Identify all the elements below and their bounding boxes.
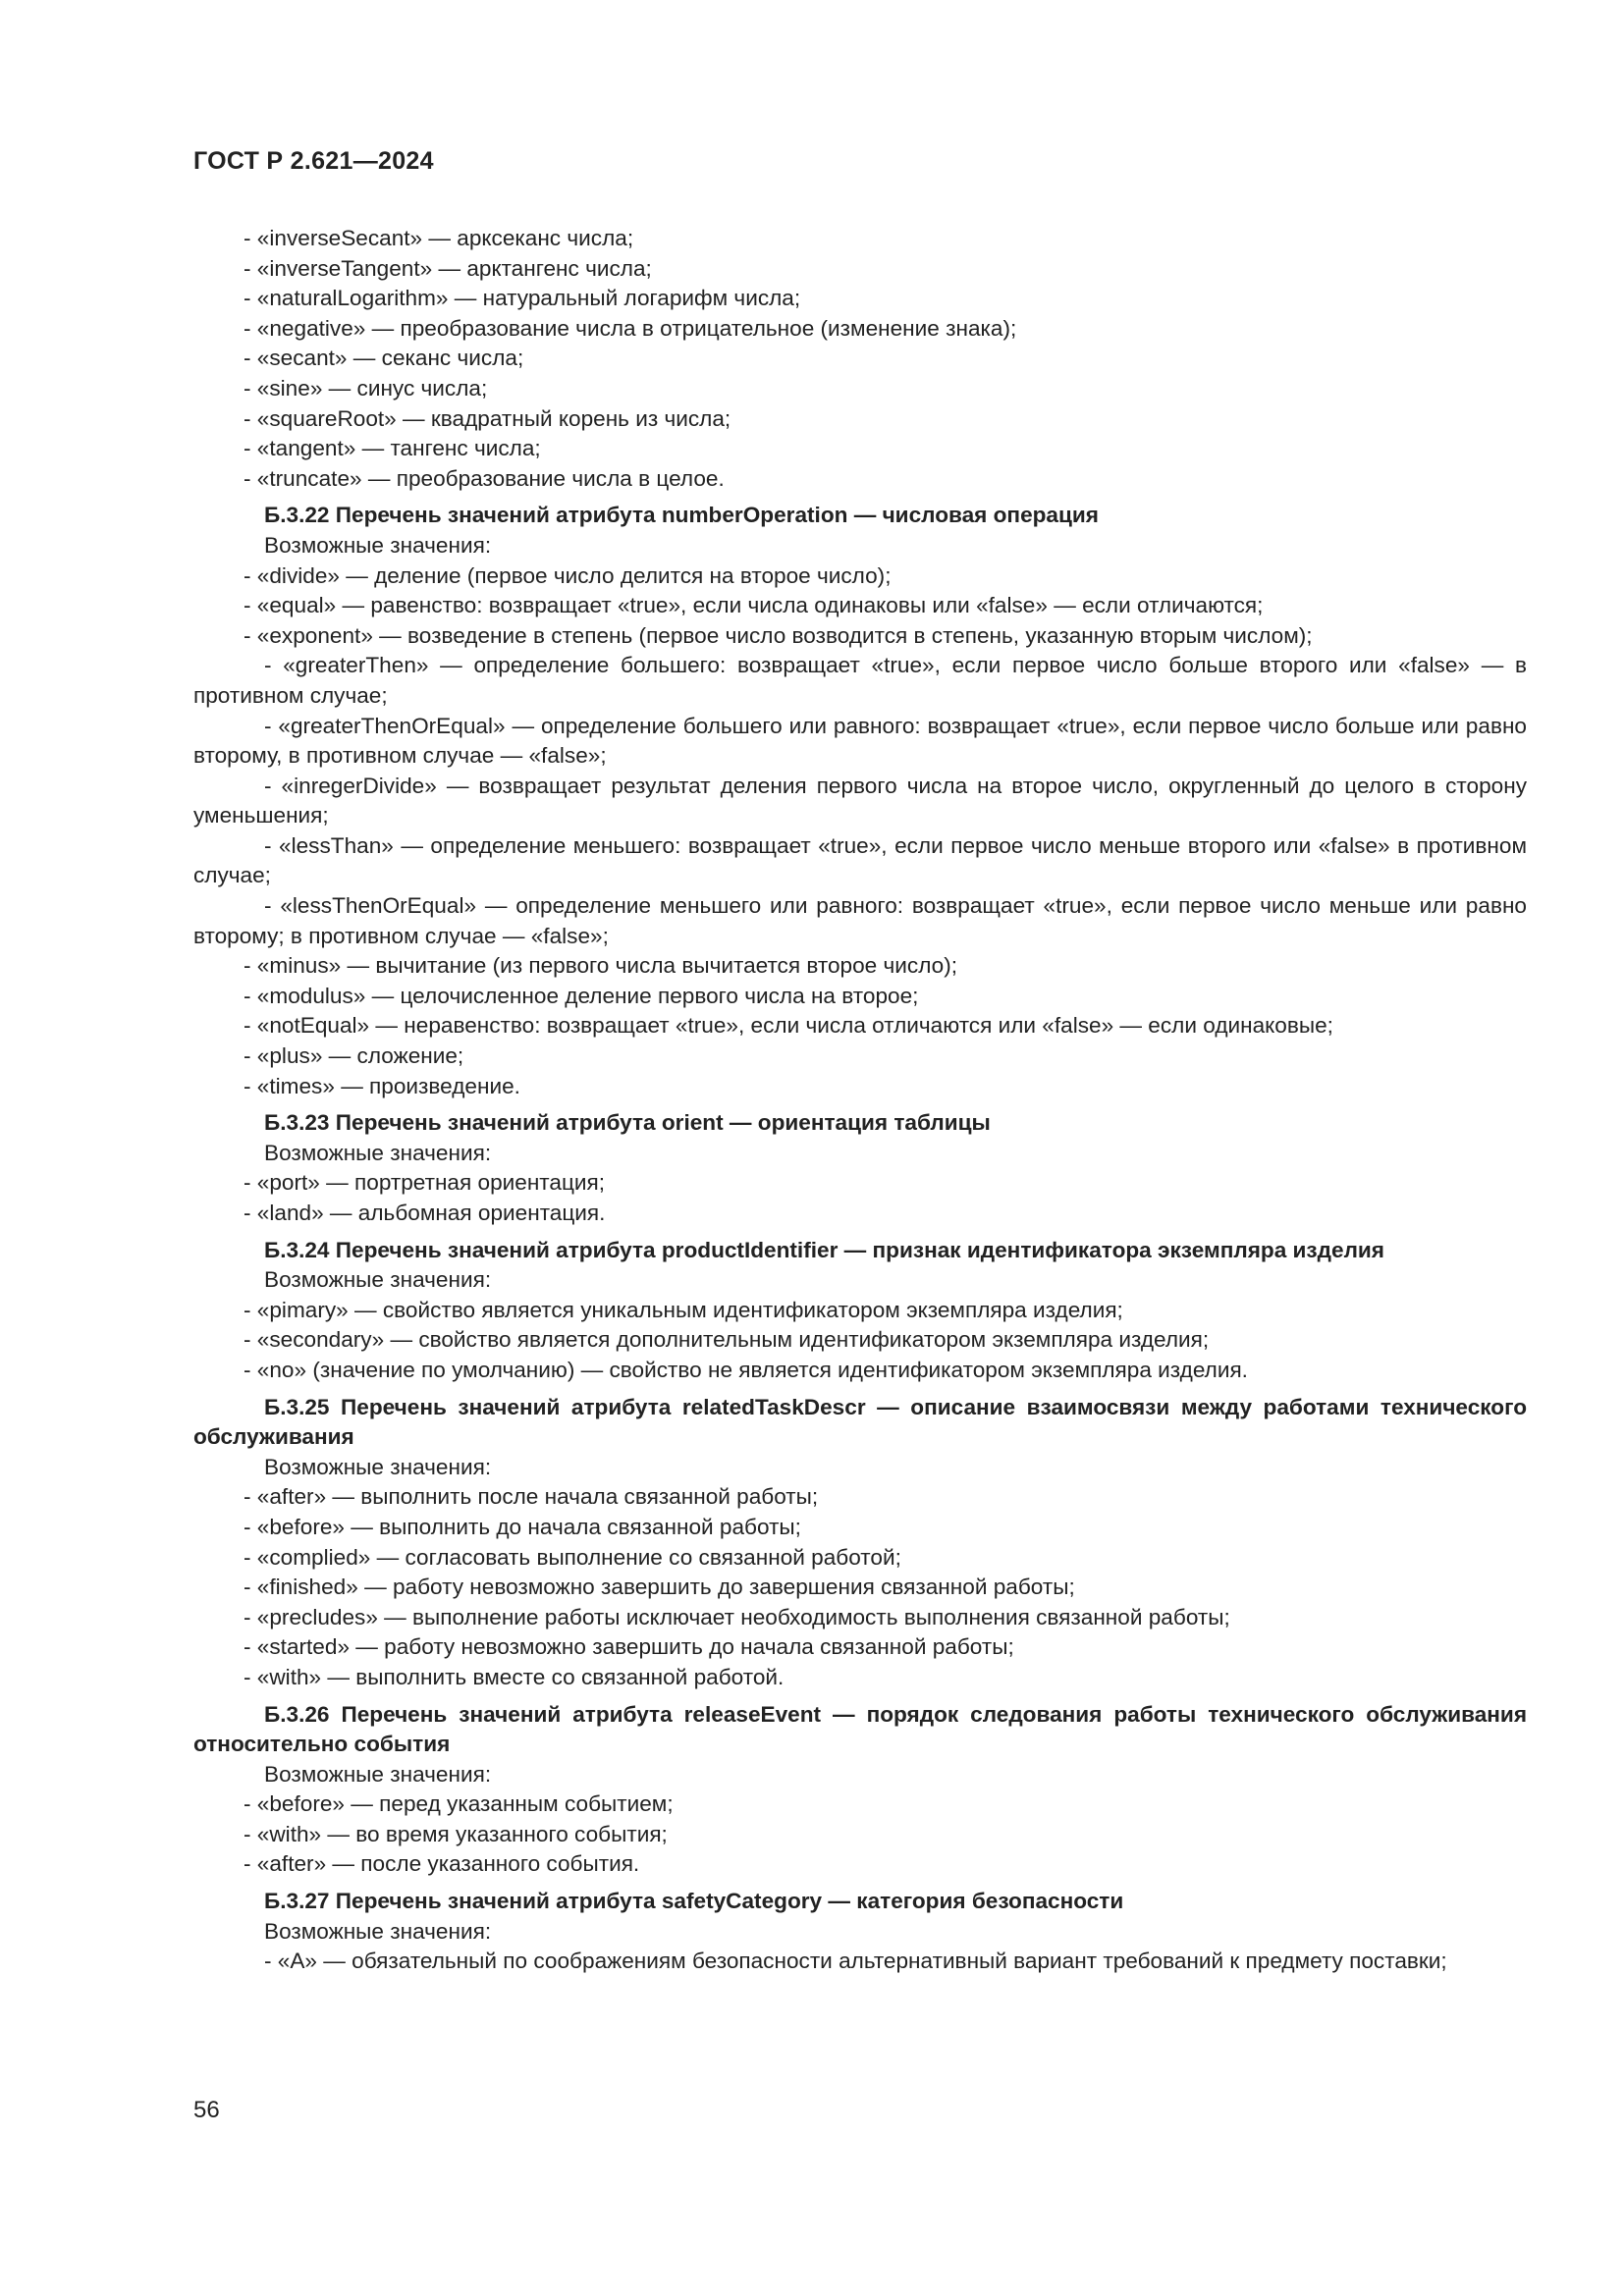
list-item: - «minus» — вычитание (из первого числа вычитается второе число);: [244, 953, 957, 979]
section-heading-b326: Б.3.26 Перечень значений атрибута releaseEvent — порядок следования работы технического обслуживания относительно события: [193, 1701, 1527, 1757]
list-item: - «negative» — преобразование числа в отрицательное (изменение знака);: [244, 315, 1017, 341]
list-item: - «inverseTangent» — арктангенс числа;: [244, 255, 652, 281]
list-item: - «land» — альбомная ориентация.: [244, 1201, 606, 1225]
list-item: - «modulus» — целочисленное деление первого числа на второе;: [244, 983, 919, 1008]
list-item: - «plus» — сложение;: [244, 1043, 464, 1069]
list-item: - «before» — выполнить до начала связанной работы;: [244, 1514, 801, 1539]
list-item: - «with» — во время указанного события;: [244, 1821, 668, 1846]
list-item: - «tangent» — тангенс числа;: [244, 436, 541, 461]
section-heading-b324: Б.3.24 Перечень значений атрибута productIdentifier — признак идентификатора экземпляра изделия: [264, 1237, 1384, 1262]
list-item: - «exponent» — возведение в степень (первое число возводится в степень, указанную вторым числом);: [244, 622, 1313, 648]
list-item: - «no» (значение по умолчанию) — свойство не является идентификатором экземпляра изделия.: [244, 1357, 1248, 1382]
list-item: - «times» — произведение.: [244, 1073, 520, 1098]
list-item: - «finished» — работу невозможно завершить до завершения связанной работы;: [244, 1575, 1075, 1600]
list-item: - «A» — обязательный по соображениям безопасности альтернативный вариант требований к предмету поставки;: [264, 1949, 1447, 1974]
list-item: - «sine» — синус числа;: [244, 375, 488, 400]
values-label: Возможные значения:: [264, 1454, 492, 1479]
values-label: Возможные значения:: [264, 1140, 492, 1165]
values-label: Возможные значения:: [264, 1918, 492, 1944]
values-label: Возможные значения:: [264, 1267, 492, 1293]
section-heading-b322: Б.3.22 Перечень значений атрибута numberOperation — числовая операция: [264, 503, 1099, 528]
list-item: - «with» — выполнить вместе со связанной работой.: [244, 1664, 785, 1689]
list-item: - «greaterThen» — определение большего: возвращает «true», если первое число больше второго или «false» — в противном случае;: [193, 653, 1527, 708]
list-item: - «after» — после указанного события.: [244, 1851, 640, 1877]
list-item: - «before» — перед указанным событием;: [244, 1791, 674, 1817]
list-item: - «notEqual» — неравенство: возвращает «true», если числа отличаются или «false» — если одинаковые;: [244, 1013, 1333, 1039]
list-item: - «pimary» — свойство является уникальным идентификатором экземпляра изделия;: [244, 1297, 1123, 1322]
list-item: - «secant» — секанс числа;: [244, 346, 524, 371]
list-item: - «squareRoot» — квадратный корень из числа;: [244, 405, 731, 431]
list-item: - «precludes» — выполнение работы исключает необходимость выполнения связанной работы;: [244, 1604, 1230, 1629]
list-item: - «after» — выполнить после начала связанной работы;: [244, 1484, 819, 1510]
list-item: - «naturalLogarithm» — натуральный логарифм числа;: [244, 286, 801, 311]
list-item: - «port» — портретная ориентация;: [244, 1170, 606, 1196]
list-item: - «equal» — равенство: возвращает «true», если числа одинаковы или «false» — если отличаются;: [244, 593, 1264, 618]
values-label: Возможные значения:: [264, 1761, 492, 1787]
list-item: - «divide» — деление (первое число делится на второе число);: [244, 562, 892, 588]
list-item: - «inregerDivide» — возвращает результат деления первого числа на второе число, округленный до целого в сторону уменьшения;: [193, 773, 1527, 828]
list-item: - «secondary» — свойство является дополнительным идентификатором экземпляра изделия;: [244, 1327, 1210, 1353]
list-item: - «inverseSecant» — арксеканс числа;: [244, 226, 634, 250]
list-item: - «greaterThenOrEqual» — определение большего или равного: возвращает «true», если первое число больше или равно второму, в противном случае — «false»;: [193, 713, 1527, 769]
document-body: [193, 224, 1527, 1977]
values-label: Возможные значения:: [264, 532, 492, 558]
section-heading-b325: Б.3.25 Перечень значений атрибута relatedTaskDescr — описание взаимосвязи между работами технического обслуживания: [193, 1394, 1527, 1450]
list-item: - «lessThan» — определение меньшего: возвращает «true», если первое число меньше второго или «false» в противном случае;: [193, 832, 1527, 888]
list-item: - «started» — работу невозможно завершить до начала связанной работы;: [244, 1634, 1014, 1660]
page-number: 56: [193, 2097, 220, 2123]
list-item: - «truncate» — преобразование числа в целое.: [244, 465, 725, 491]
section-heading-b323: Б.3.23 Перечень значений атрибута orient — ориентация таблицы: [264, 1110, 991, 1136]
list-item: - «complied» — согласовать выполнение со связанной работой;: [244, 1544, 901, 1570]
document-header: ГОСТ Р 2.621—2024: [193, 147, 434, 175]
section-heading-b327: Б.3.27 Перечень значений атрибута safetyCategory — категория безопасности: [264, 1889, 1124, 1914]
list-item: - «lessThenOrEqual» — определение меньшего или равного: возвращает «true», если первое число меньше или равно второму; в противном случае — «false»;: [193, 893, 1527, 948]
